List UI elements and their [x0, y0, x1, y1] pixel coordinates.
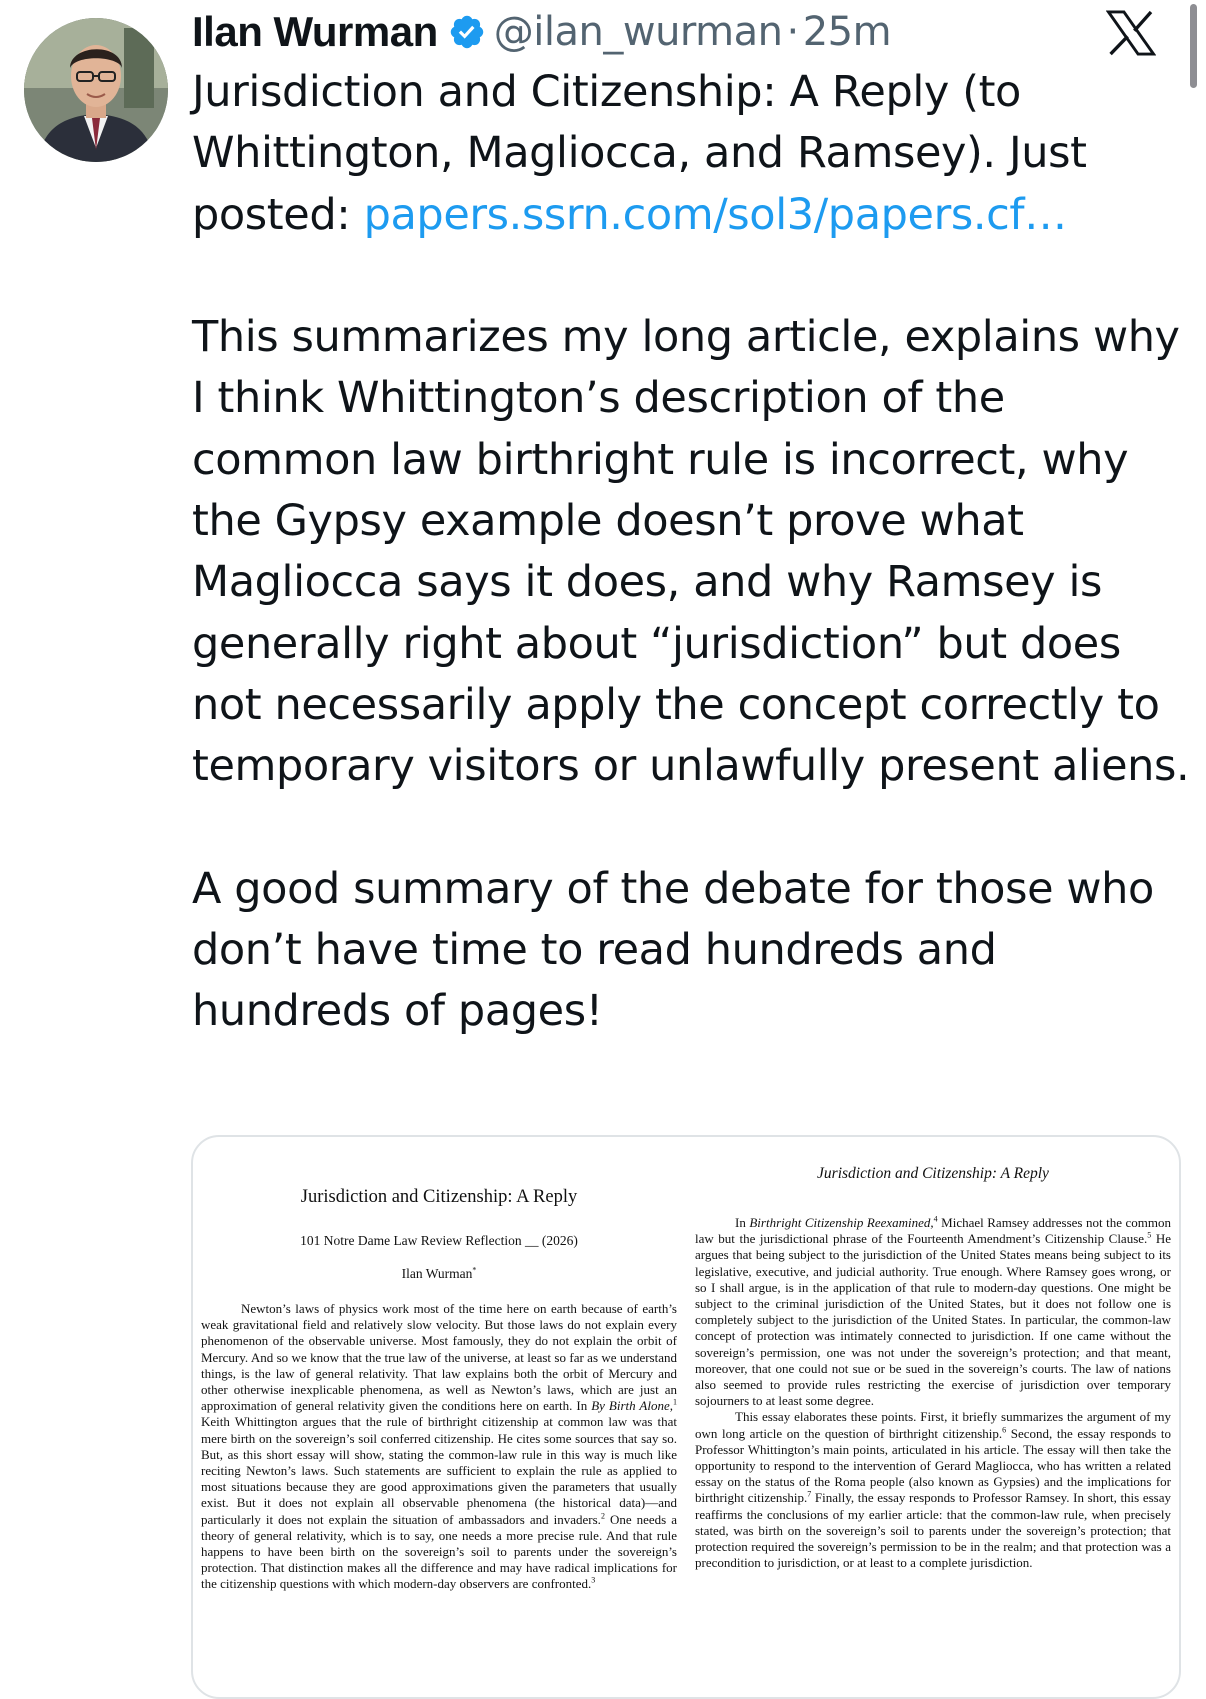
document-left-body: Newton’s laws of physics work most of the time here on earth because of earth’s weak gravitational field and relatively slow velocity. But those laws do not explain every phenomenon of the observable universe. Most famously, they do not explain the orbit of Mercury. And so we know that the true law of the universe, at least so far as we understand things, is the law of general relativity. That law explains both the orbit of Mercury and other otherwise inexplicable phenomena, as well as Newton’s laws, which are just an approximation of general relativity given the conditions here on earth. In By Birth Alone,$^1$ Keith Whittington argues that the rule of birthright citizenship at common law was that mere birth on the sovereign’s soil conferred citizenship. He cites some sources that say so. But, as this short essay will show, stating the common-law rule in this way is much like reciting Newton’s laws. Such statements are sufficient to explain the rule as applied to most situations because they are good approximations given the parameters that usually exist. But it does not explain all observable phenomena (the historical data)—and particularly it does not explain the situation of ambassadors and invaders.$^2$ One needs a theory of general relativity, which is to say, one needs a more precise rule. And that rule happens to have been birth on the sovereign’s soil to parents under the sovereign’s protection. That distinction makes all the difference and may have radical implications for the citizenship questions with which modern-day observers are confronted.$^3$	[201, 1301, 677, 1592]
tweet-link[interactable]: papers.ssrn.com/sol3/papers.cf…	[363, 189, 1067, 240]
author-name[interactable]: Ilan Wurman	[192, 8, 438, 55]
document-running-head: Jurisdiction and Citizenship: A Reply	[817, 1165, 1049, 1182]
tweet-line1-text: Jurisdiction and Citizenship: A Reply (to Whittington, Magliocca, and Ramsey). Just posted:	[192, 67, 1087, 240]
tweet-header	[192, 2, 1152, 62]
author-footnote-mark: *	[472, 1265, 477, 1275]
tweet-paragraph-3: A good summary of the debate for those who don’t have time to read hundreds and hundreds of pages!	[192, 863, 1154, 1037]
author-handle[interactable]: @ilan_wurman	[493, 9, 783, 55]
post-time[interactable]: 25m	[802, 9, 892, 55]
attached-document-image[interactable]	[191, 1135, 1181, 1699]
header-separator: ·	[786, 9, 799, 55]
tweet-text	[192, 62, 1192, 1043]
profile-photo-icon	[24, 18, 168, 162]
avatar[interactable]	[24, 18, 168, 162]
document-journal: 101 Notre Dame Law Review Reflection __ (2026)	[300, 1233, 578, 1248]
tweet-paragraph-2: This summarizes my long article, explains why I think Whittington’s description of the common law birthright rule is incorrect, why the Gypsy example doesn’t prove what Magliocca says it does, and why Ramsey is generally right about “jurisdiction” but does not necessarily apply the concept correctly to temporary visitors or unlawfully present aliens.	[192, 312, 1190, 792]
x-logo-icon[interactable]	[1106, 10, 1156, 56]
document-author: Ilan Wurman*	[401, 1265, 477, 1281]
document-title: Jurisdiction and Citizenship: A Reply	[300, 1187, 578, 1207]
verified-badge-icon	[448, 13, 486, 51]
document-right-body: In Birthright Citizenship Reexamined,$^4$ Michael Ramsey addresses not the common law but the jurisdictional phrase of the Fourteenth Amendment’s Citizenship Clause.$^5$ He argues that being subject to the jurisdiction of the United States means being subject to its legislative, executive, and judicial authority. True enough. Where Ramsey goes wrong, or so I shall argue, is in the application of that rule to modern-day questions. One might be subject to the criminal jurisdiction of the United States, but it does not follow one is completely subject to the jurisdiction of the United States. In particular, the common-law concept of protection was intimately connected to jurisdiction. If one came without the sovereign’s permission, one was not under the sovereign’s protection; and that meant, moreover, that one could not sue or be sued in the sovereign’s courts. The law of nations also seemed to provide rules restricting the exercise of jurisdiction over temporary sojourners to at least some degree. This essay elaborates these points. First, it briefly summarizes the argument of my own long article on the question of birthright citizenship.$^6$ Second, the essay responds to Professor Whittington’s main points, articulated in his article. The essay will then take the opportunity to respond to the intervention of Gerard Magliocca, who has written a related essay on the status of the Roma people (also known as Gypsies) and the implications for birthright citizenship.$^7$ Finally, the essay responds to Professor Ramsey. In short, this essay reaffirms the conclusions of my earlier article: that the common-law rule, when precisely stated, was birth on the sovereign’s soil to parents under the sovereign’s protection; that protection required the sovereign’s permission to be in the realm; and that protection was a precondition to jurisdiction, or at least to a complete jurisdiction.	[695, 1214, 1172, 1571]
tweet-paragraph-1	[192, 62, 1192, 246]
